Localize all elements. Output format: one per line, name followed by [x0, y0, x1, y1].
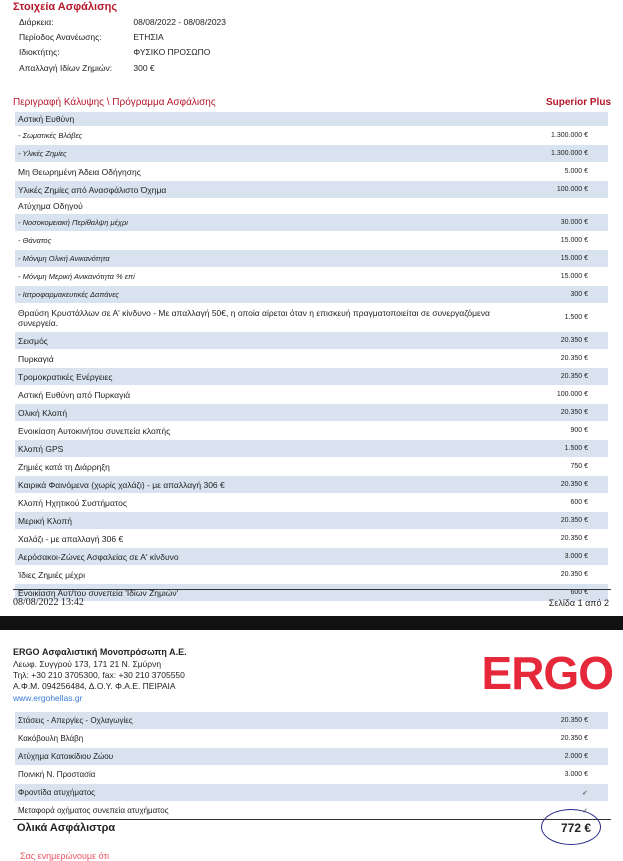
coverage-row: [15, 494, 608, 512]
info-row-owner: [19, 47, 210, 57]
handwritten-circle: [541, 809, 601, 845]
coverage-label: Αστική Ευθύνη: [18, 114, 75, 124]
coverage-value: 15.000 €: [560, 237, 588, 244]
coverage-value: 15.000 €: [560, 255, 588, 262]
coverage-table: [15, 112, 608, 602]
info-label: Ιδιοκτήτης:: [19, 47, 60, 57]
policy-page-2: [0, 630, 623, 859]
info-label: Απαλλαγή Ιδίων Ζημιών:: [19, 63, 113, 73]
coverage-row: [15, 163, 608, 181]
coverage-row: [15, 530, 608, 548]
coverage-value: 100.000 €: [556, 391, 588, 398]
checkmark-icon: ✓: [582, 807, 588, 815]
coverage-label: Χαλάζι - με απαλλαγή 306 €: [18, 533, 124, 544]
coverage-row: [15, 145, 608, 163]
info-row-renewal: [19, 32, 164, 42]
checkmark-icon: ✓: [582, 789, 588, 797]
coverage-header: [13, 97, 611, 108]
info-value: ΕΤΗΣΙΑ: [133, 32, 164, 42]
cut-off-text: Σας ενημερώνουμε ότι: [20, 851, 110, 861]
coverage-row: [15, 268, 608, 286]
coverage-label: Υλικές Ζημίες από Ανασφάλιστο Όχημα: [18, 184, 167, 195]
company-tax: Α.Φ.Μ. 094256484, Δ.Ο.Υ. Φ.Α.Ε. ΠΕΙΡΑΙΑ: [13, 681, 176, 691]
company-name: ERGO Ασφαλιστική Μονοπρόσωπη Α.Ε.: [13, 647, 187, 657]
coverage-value: 20.350 €: [560, 571, 588, 578]
coverage-label: - Μόνιμη Ολική Ανικανότητα: [18, 254, 110, 263]
coverage-value: 600 €: [570, 499, 588, 506]
info-row-deductible: [19, 63, 155, 73]
coverage-value: 1.300.000 €: [551, 132, 588, 139]
footer-date: 08/08/2022 13:42: [13, 597, 84, 608]
info-value: ΦΥΣΙΚΟ ΠΡΟΣΩΠΟ: [133, 47, 211, 57]
coverage-label: Φροντίδα ατυχήματος: [18, 788, 96, 797]
total-premium-row: [13, 819, 611, 836]
coverage-label: - Ιατροφαρμακευτικές Δαπάνες: [18, 290, 120, 299]
coverage-label: Ολική Κλοπή: [18, 407, 68, 418]
info-row-duration: [19, 17, 226, 27]
coverage-row: [15, 250, 608, 268]
coverage-value: 1.500 €: [564, 445, 588, 452]
coverage-value: 3.000 €: [564, 553, 588, 560]
coverage-row: [15, 422, 608, 440]
coverage-row: [15, 368, 608, 386]
coverage-value: 900 €: [570, 427, 588, 434]
coverage-value: 2.000 €: [564, 753, 588, 760]
coverage-value: 750 €: [570, 463, 588, 470]
coverage-row: [15, 566, 608, 584]
coverage-row: [15, 748, 608, 766]
coverage-label: - Σωματικές Βλάβες: [18, 131, 83, 140]
coverage-row: [15, 458, 608, 476]
coverage-label: Κλοπή GPS: [18, 443, 64, 454]
coverage-value: 20.350 €: [560, 337, 588, 344]
company-phone: Τηλ: +30 210 3705300, fax: +30 210 3705550: [13, 670, 185, 680]
coverage-label: Πυρκαγιά: [18, 353, 54, 364]
page-separator: [0, 616, 623, 630]
coverage-label: Αστική Ευθύνη από Πυρκαγιά: [18, 389, 131, 400]
coverage-label: Ατύχημα Οδηγού: [18, 201, 83, 211]
coverage-row: [15, 548, 608, 566]
coverage-row: [15, 440, 608, 458]
coverage-row: [15, 730, 608, 748]
coverage-value: 15.000 €: [560, 273, 588, 280]
coverage-label: Κλοπή Ηχητικού Συστήματος: [18, 497, 127, 508]
coverage-value: 30.000 €: [560, 219, 588, 226]
company-address: Λεωφ. Συγγρού 173, 171 21 Ν. Σμύρνη: [13, 659, 162, 669]
coverage-value: 20.350 €: [560, 717, 588, 724]
coverage-label: Στάσεις - Απεργίες - Οχλαγωγίες: [18, 716, 133, 725]
coverage-row: [15, 584, 608, 602]
info-value: 08/08/2022 - 08/08/2023: [133, 17, 227, 27]
total-value: 772 €: [560, 821, 591, 835]
coverage-row: [15, 127, 608, 145]
coverage-value: 1.500 €: [564, 314, 588, 321]
coverage-label: Αερόσακοι-Ζώνες Ασφαλείας σε Α' κίνδυνο: [18, 551, 179, 562]
coverage-row: [15, 286, 608, 304]
coverage-row: [15, 350, 608, 368]
plan-name: Superior Plus: [545, 97, 611, 108]
total-label: Ολικά Ασφάλιστρα: [17, 822, 116, 834]
coverage-value: 20.350 €: [560, 481, 588, 488]
coverage-label: Καιρικά Φαινόμενα (χωρίς χαλάζι) - με απαλλαγή 306 €: [18, 479, 225, 490]
coverage-value: 20.350 €: [560, 535, 588, 542]
coverage-label: Μερική Κλοπή: [18, 515, 72, 526]
coverage-label: Μεταφορά οχήματος συνεπεία ατυχήματος: [18, 806, 169, 815]
coverage-table-continued: [15, 712, 608, 820]
coverage-row: [15, 232, 608, 250]
info-label: Περίοδος Ανανέωσης:: [19, 32, 102, 42]
coverage-value: 100.000 €: [556, 186, 588, 193]
coverage-value: 300 €: [570, 291, 588, 298]
coverage-row: [15, 784, 608, 802]
coverage-value: 20.350 €: [560, 517, 588, 524]
coverage-label: Ατύχημα Κατοικίδιου Ζώου: [18, 752, 114, 761]
coverage-value: 20.350 €: [560, 355, 588, 362]
coverage-row: [15, 404, 608, 422]
company-website-link[interactable]: www.ergohellas.gr: [13, 693, 83, 703]
coverage-header-label: Περιγραφή Κάλυψης \ Πρόγραμμα Ασφάλισης: [13, 97, 216, 108]
coverage-label: - Μόνιμη Μερική Ανικανότητα % επί: [18, 272, 135, 281]
coverage-label: Σεισμός: [18, 335, 48, 346]
coverage-row: [15, 214, 608, 232]
coverage-label: Ίδιες Ζημιές μέχρι: [18, 569, 85, 580]
coverage-label: Τρομοκρατικές Ενέργειες: [18, 371, 113, 382]
footer-page-number: Σελίδα 1 από 2: [548, 598, 609, 608]
coverage-label: - Υλικές Ζημίες: [18, 149, 67, 158]
coverage-value: 3.000 €: [564, 771, 588, 778]
coverage-row: [15, 476, 608, 494]
coverage-label: Ενοικίαση Αυτοκινήτου συνεπεία κλοπής: [18, 425, 171, 436]
coverage-row: [15, 199, 608, 214]
coverage-value: 20.350 €: [560, 409, 588, 416]
coverage-row: [15, 802, 608, 820]
coverage-label: - Νοσοκομειακή Περίθαλψη μέχρι: [18, 218, 128, 227]
coverage-value: 5.000 €: [564, 168, 588, 175]
coverage-label: Μη Θεωρημένη Άδεια Οδήγησης: [18, 166, 141, 177]
section-title: Στοιχεία Ασφάλισης: [13, 1, 118, 13]
coverage-row: [15, 332, 608, 350]
info-value: 300 €: [133, 63, 155, 73]
coverage-row: [15, 386, 608, 404]
ergo-logo: ERGO: [481, 647, 613, 699]
coverage-value: 20.350 €: [560, 373, 588, 380]
footer-divider: [13, 589, 611, 590]
coverage-label: Ποινική Ν. Προστασία: [18, 770, 96, 779]
coverage-row: [15, 181, 608, 199]
coverage-row: [15, 712, 608, 730]
coverage-value: 1.300.000 €: [551, 150, 588, 157]
coverage-value: 600 €: [570, 589, 588, 596]
coverage-label: Κακόβουλη Βλάβη: [18, 734, 84, 743]
coverage-row: [15, 766, 608, 784]
coverage-label: Θραύση Κρυστάλλων σε Α' κίνδυνο - Με απαλλαγή 50€, η οποία αίρεται όταν η επισκευή πραγματοποιείται σε συνεργαζόμενα συνεργεία.: [18, 307, 490, 328]
coverage-row: [15, 304, 608, 332]
coverage-row: [15, 512, 608, 530]
coverage-value: 20.350 €: [560, 735, 588, 742]
coverage-label: Ζημιές κατά τη Διάρρηξη: [18, 461, 110, 472]
coverage-label: Ενοικίαση Αυτ/του συνεπεία 'Ιδίων Ζημιών': [18, 587, 179, 598]
coverage-row: [15, 112, 608, 127]
coverage-label: - Θάνατος: [18, 236, 52, 245]
info-label: Διάρκεια:: [19, 17, 54, 27]
